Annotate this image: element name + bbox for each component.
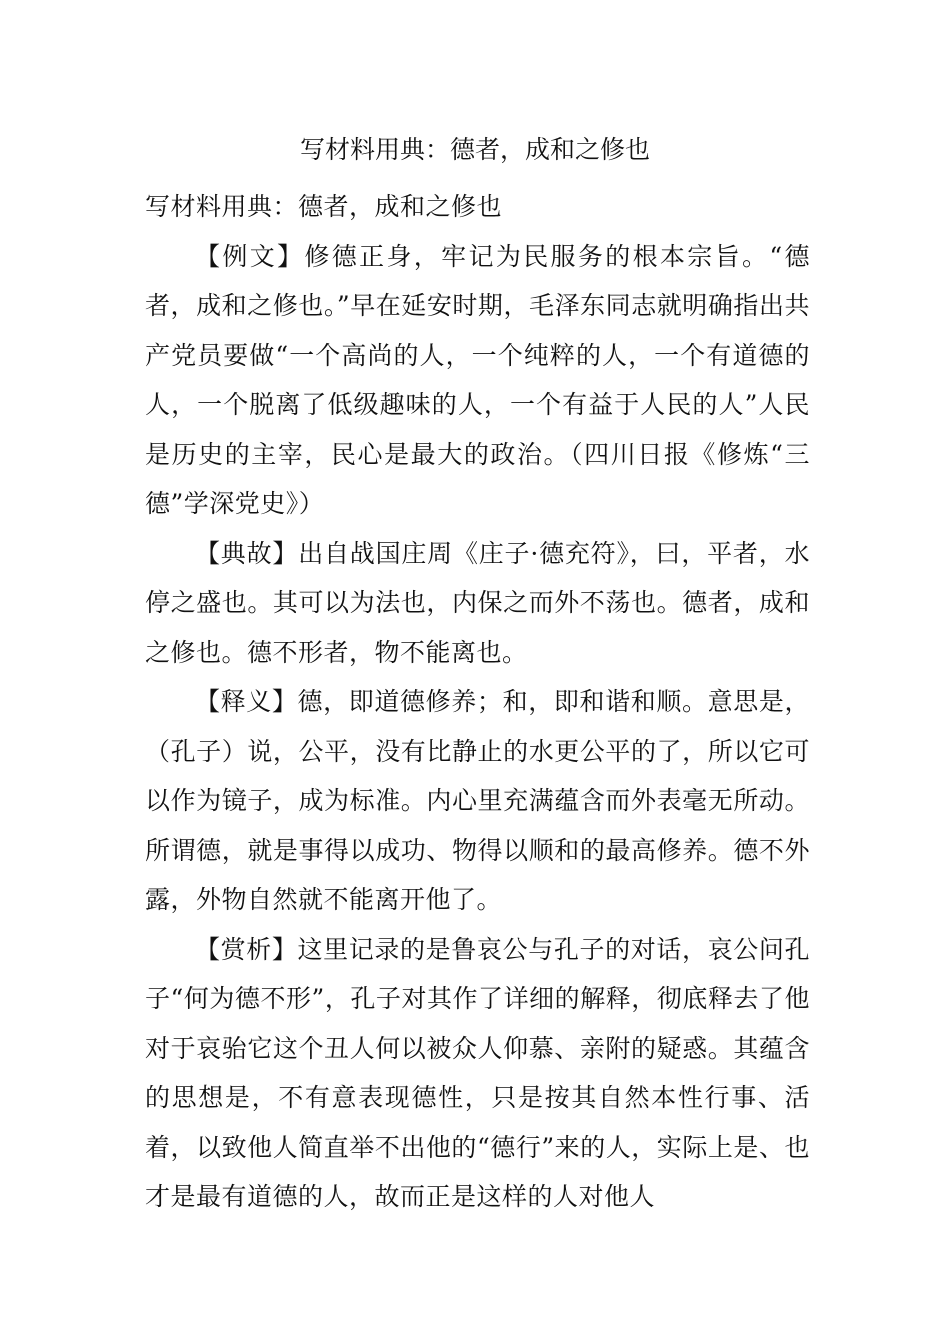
section-interpretation bbox=[145, 677, 810, 925]
section-tag-allusion: 【典故】 bbox=[195, 538, 299, 568]
document-title: 写材料用典：德者，成和之修也 bbox=[299, 135, 650, 164]
section-text-appreciation: 这里记录的是鲁哀公与孔子的对话，哀公问孔子“何为德不形”，孔子对其作了详细的解释，彻底释去了他对于哀骀它这个丑人何以被众人仰慕、亲附的疑惑。其蕴含的思想是，不有意表现德性，只是按其自然本性行事、活着，以致他人简直举不出他的“德行”来的人，实际上是、也才是最有道德的人，故而正是这样的人对他人 bbox=[145, 934, 810, 1211]
document-body bbox=[145, 182, 810, 1222]
section-example bbox=[145, 232, 810, 529]
section-allusion bbox=[145, 529, 810, 678]
document-subtitle: 写材料用典：德者，成和之修也 bbox=[145, 192, 503, 221]
section-text-allusion: 出自战国庄周《庄子·德充符》，曰，平者，水停之盛也。其可以为法也，内保之而外不荡也。德者，成和之修也。德不形者，物不能离也。 bbox=[145, 538, 810, 667]
section-text-interpretation: 德，即道德修养；和，即和谐和顺。意思是，（孔子）说，公平，没有比静止的水更公平的了，所以它可以作为镜子，成为标准。内心里充满蕴含而外表毫无所动。所谓德，就是事得以成功、物得以顺和的最高修养。德不外露，外物自然就不能离开他了。 bbox=[145, 687, 810, 914]
section-text-example: 修德正身，牢记为民服务的根本宗旨。“德者，成和之修也。”早在延安时期，毛泽东同志就明确指出共产党员要做“一个高尚的人，一个纯粹的人，一个有道德的人，一个脱离了低级趣味的人，一个有益于人民的人”人民是历史的主宰，民心是最大的政治。（四川日报《修炼“三德”学深党史》） bbox=[145, 241, 810, 518]
section-appreciation bbox=[145, 925, 810, 1222]
section-tag-appreciation: 【赏析】 bbox=[195, 934, 298, 964]
section-tag-interpretation: 【释义】 bbox=[195, 687, 298, 716]
section-tag-example: 【例文】 bbox=[195, 241, 305, 271]
